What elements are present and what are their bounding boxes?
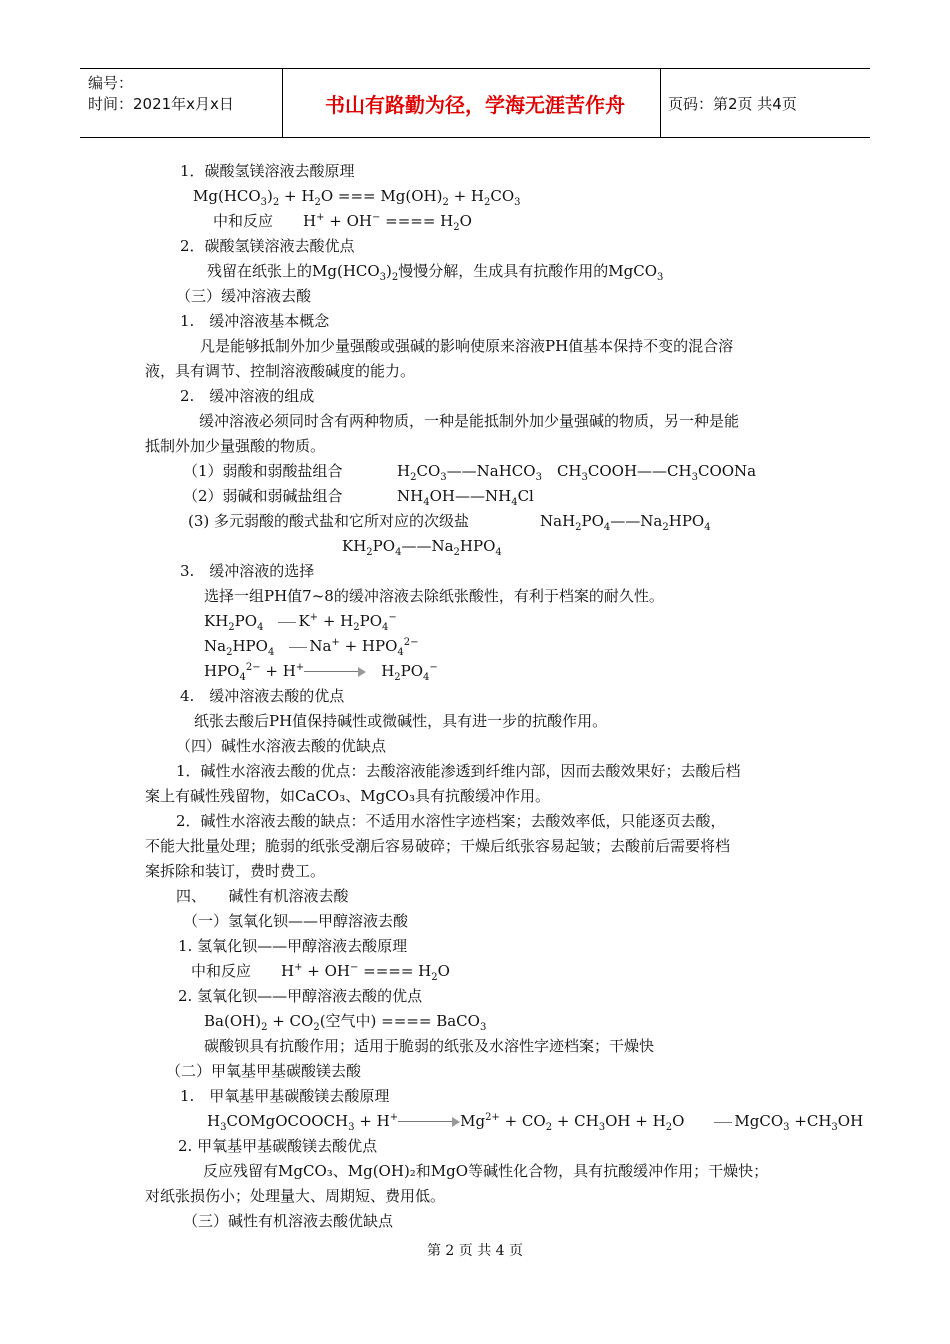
section-heading: 3. 缓冲溶液的选择 (180, 562, 315, 580)
header-meta (88, 73, 234, 115)
paragraph-line: 残留在纸张上的$Mg(HCO_3)_2$慢慢分解，生成具有抗酸作用的MgCO$_3$ (207, 262, 664, 283)
paragraph-line: 抵制外加少量强酸的物质。 (145, 437, 326, 455)
list-item: (3) 多元弱酸的酸式盐和它所对应的次级盐 (188, 512, 470, 530)
section-heading: 4. 缓冲溶液去酸的优点 (180, 687, 345, 705)
chemical-equation: $NH_4OH——NH_4Cl$ (397, 487, 534, 508)
section-heading: （四）碱性水溶液去酸的优缺点 (176, 737, 387, 755)
chemical-equation: $Mg(HCO_3)_2 + H_2O$ === $Mg(OH)_2 + H_2CO_3$ (193, 187, 521, 208)
chemical-equation: $NaH_2PO_4——Na_2HPO_4$ (540, 512, 711, 533)
section-heading: 四、 碱性有机溶液去酸 (176, 887, 349, 905)
header-divider (660, 69, 661, 137)
chemical-equation: $HPO_4^{2-} + H^+$ $H_2PO_4^-$ (204, 662, 438, 683)
document-header (80, 68, 870, 138)
chemical-equation: $KH_2PO_4——Na_2HPO_4$ (342, 537, 502, 558)
paragraph-line: 反应残留有MgCO₃、Mg(OH)₂和MgO等碱性化合物，具有抗酸缓冲作用；干燥快； (203, 1162, 769, 1180)
section-heading: （二）甲氧基甲基碳酸镁去酸 (166, 1062, 362, 1080)
page-footer: 第 2 页 共 4 页 (426, 1243, 524, 1259)
chemical-equation: $KH_2PO_4$ $K^+ + H_2PO_4^-$ (204, 612, 397, 633)
arrow-icon (289, 647, 307, 648)
list-item: （1）弱酸和弱酸盐组合 (183, 462, 343, 480)
paragraph-line: 选择一组PH值7~8的缓冲溶液去除纸张酸性，有利于档案的耐久性。 (204, 587, 664, 605)
arrow-icon (278, 622, 296, 623)
arrow-icon (398, 1117, 460, 1127)
section-heading: 1. 氢氧化钡——甲醇溶液去酸原理 (178, 937, 408, 955)
section-heading: （一）氢氧化钡——甲醇溶液去酸 (183, 912, 409, 930)
section-heading: 2. 氢氧化钡——甲醇溶液去酸的优点 (178, 987, 423, 1005)
section-heading: 1．碳酸氢镁溶液去酸原理 (180, 162, 355, 180)
chemical-equation: $Ba(OH)_2 + CO_2$(空气中) ==== BaCO$_3$ (204, 1012, 487, 1033)
section-heading: 1. 缓冲溶液基本概念 (180, 312, 330, 330)
paragraph-line: 案上有碱性残留物，如CaCO₃、MgCO₃具有抗酸缓冲作用。 (145, 787, 550, 805)
section-heading: 2．碳酸氢镁溶液去酸优点 (180, 237, 355, 255)
header-divider (282, 69, 283, 137)
chemical-equation: 中和反应 H+ + OH− ==== $H_2O$ (213, 212, 472, 233)
paragraph-line: 纸张去酸后PH值保持碱性或微碱性，具有进一步的抗酸作用。 (194, 712, 608, 730)
paragraph-line: 缓冲溶液必须同时含有两种物质，一种是能抵制外加少量强碱的物质，另一种是能 (199, 412, 740, 430)
document-number-label: 编号： (88, 74, 134, 92)
list-item: （2）弱碱和弱碱盐组合 (183, 487, 343, 505)
paragraph-line: 案拆除和装订，费时费工。 (145, 862, 326, 880)
paragraph-line: 不能大批量处理；脆弱的纸张受潮后容易破碎；干燥后纸张容易起皱；去酸前后需要将档 (145, 837, 731, 855)
document-date-label: 时间：2021年x月x日 (88, 95, 234, 113)
paragraph-line: 对纸张损伤小；处理量大、周期短、费用低。 (145, 1187, 446, 1205)
arrow-icon (714, 1122, 732, 1123)
paragraph-line: 碳酸钡具有抗酸作用；适用于脆弱的纸张及水溶性字迹档案；干燥快 (204, 1037, 655, 1055)
chemical-equation: $H_3COMgOCOOCH_3 + H^+$ $Mg^{2+} + CO_2 + CH_3OH + H_2O$ MgCO$_3$ $+CH_3OH$ (207, 1112, 864, 1133)
chemical-equation: $H_2CO_3——NaHCO_3$ $CH_3COOH——CH_3COONa$ (397, 462, 757, 483)
paragraph-line: 凡是能够抵制外加少量强酸或强碱的影响使原来溶液PH值基本保持不变的混合溶 (200, 337, 734, 355)
chemical-equation: $Na_2HPO_4$ $Na^+ + HPO_4^{2-}$ (204, 637, 419, 658)
section-heading: （三）缓冲溶液去酸 (176, 287, 312, 305)
paragraph-line: 2．碱性水溶液去酸的缺点：不适用水溶性字迹档案；去酸效率低，只能逐页去酸， (176, 812, 726, 830)
paragraph-line: 1．碱性水溶液去酸的优点：去酸溶液能渗透到纤维内部，因而去酸效果好；去酸后档 (176, 762, 741, 780)
header-motto: 书山有路勤为径，学海无涯苦作舟 (325, 92, 625, 117)
chemical-equation: 中和反应 H+ + OH− ==== $H_2O$ (191, 962, 450, 983)
header-page-label: 页码：第2页 共4页 (668, 94, 797, 113)
section-heading: 2. 缓冲溶液的组成 (180, 387, 315, 405)
paragraph-line: 液，具有调节、控制溶液酸碱度的能力。 (145, 362, 416, 380)
section-heading: （三）碱性有机溶液去酸优缺点 (183, 1212, 394, 1230)
arrow-icon (304, 667, 366, 677)
section-heading: 2. 甲氧基甲基碳酸镁去酸优点 (178, 1137, 378, 1155)
section-heading: 1. 甲氧基甲基碳酸镁去酸原理 (180, 1087, 390, 1105)
